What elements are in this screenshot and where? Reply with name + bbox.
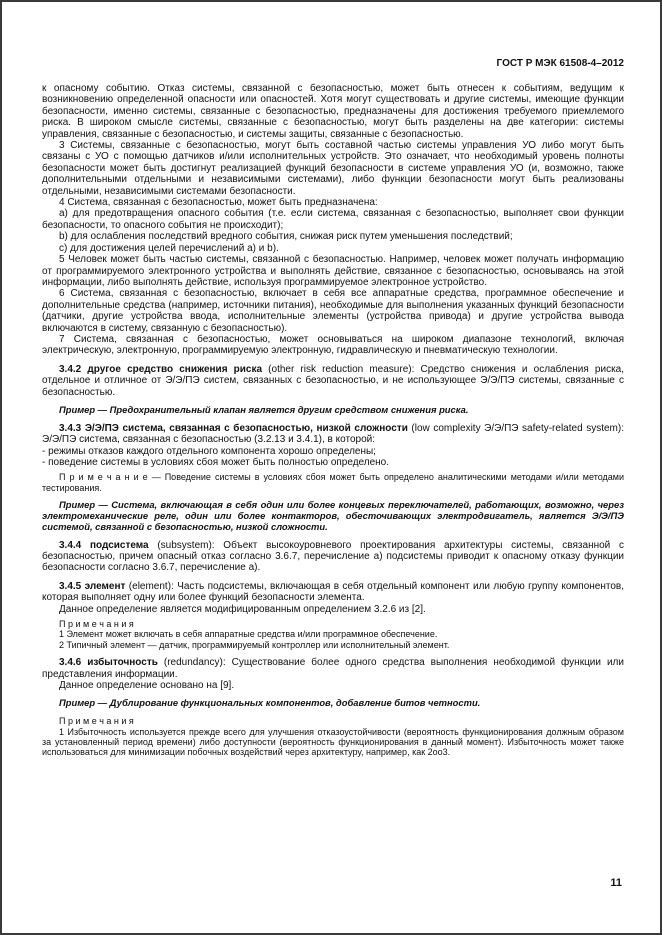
note-3: 3 Системы, связанные с безопасностью, могут быть составной частью системы управления УО либо могут быть связаны с УО с помощью датчиков и/или исполнительных устройств. Это означает, что необходимый уровень полноты безопасности может быть достигнут реализацией функций безопасности в системе управления УО (и, возможно, также дополнительными отдельными и независимыми системами), либо функции безопасности могут быть реализованы отдельными, независимыми системами безопасности. [42,140,624,197]
term-3-4-3 [42,423,624,446]
term-3-4-5-modified-note: Данное определение является модифицированным определением 3.2.6 из [2]. [59,603,426,615]
note-7: 7 Система, связанная с безопасностью, может основываться на широком диапазоне технологий, включая электрическую, электронную, программируемую электронную, гидравлическую и пневматическую технологии. [42,333,624,357]
note-block-3-4-3: П р и м е ч а н и е — Поведение системы в условиях сбоя может быть определено аналитическими методами и/или методами тестирования. [42,472,624,493]
term-3-4-5 [42,581,624,604]
note-item-element-1: 1 Элемент может включать в себя аппаратные средства и/или программное обеспечение. [59,629,438,640]
doc-code-header: ГОСТ Р МЭК 61508-4–2012 [496,58,624,69]
example-3-4-6: Пример — Дублирование функциональных компонентов, добавление битов четности. [59,697,481,709]
term-3-4-5-definition: (element): Часть подсистемы, включающая в себя отдельный компонент или любую группу компонентов, которая выполняет одну или более функций безопасности элемента. [42,580,624,604]
term-3-4-2 [42,364,624,398]
term-3-4-3-name: 3.4.3 Э/Э/ПЭ система, связанная с безопасностью, низкой сложности [59,422,408,434]
term-3-4-4-name: 3.4.4 подсистема [59,539,149,551]
term-3-4-2-definition: (other risk reduction measure): Средство снижения и ослабления риска, отдельное и отличное от Э/Э/ПЭ систем, связанных с безопасностью, и не использующее Э/Э/ПЭ системы, связанные с безопасностью. [42,363,625,398]
continuation-paragraph: к опасному событию. Отказ системы, связанной с безопасностью, может быть отнесен к событиям, ведущим к возникновению определенной опасности или опасностей. Хотя могут существовать и другие системы, имеющие функции безопасности, именно системы, связанные с безопасностью, предназначены для достижения требуемого приемлемого риска. В широком смысле системы, связанные с безопасностью, могут быть разделены на две категории: системы управления, связанные с безопасностью, и системы защиты, связанные с безопасностью. [42,83,624,140]
list-item-a: а) для предотвращения опасного события (т.е. если система, связанная с безопасностью, выполняет свои функции безопасности, то опасного события не происходит); [42,208,624,231]
term-3-4-5-name: 3.4.5 элемент [59,580,126,592]
list-item-b: b) для ослабления последствий вредного события, снижая риск путем уменьшения последствий; [59,231,513,243]
term-3-4-3-definition: (low complexity Э/Э/ПЭ safety-related system): Э/Э/ПЭ система, связанная с безопасностью (3.2.13 и 3.4.1), в которой: [42,422,624,446]
example-3-4-3: Пример — Система, включающая в себя один или более концевых переключателей, работающих, возможно, через электромеханические реле, один или более контакторов, обесточивающих электродвигатель, является Э/Э/ПЭ системой, связанной с безопасностью, низкой сложности. [42,499,624,532]
term-3-4-2-name: 3.4.2 другое средство снижения риска [59,363,263,375]
term-3-4-3-item-2: - поведение системы в условиях сбоя может быть полностью определено. [42,456,390,468]
term-3-4-4-definition: (subsystem): Объект высокоуровневого проектирования архитектуры системы, связанной с безопасностью, причем опасный отказ согласно 3.6.7, перечисление а) подсистемы приводит к опасному отказу функции безопасности согласно 3.6.7, перечисление а). [42,539,624,574]
term-3-4-6 [42,657,624,680]
note-item-element-2: 2 Типичный элемент — датчик, программируемый контроллер или исполнительный элемент. [59,639,450,650]
note-6: 6 Система, связанная с безопасностью, включает в себя все аппаратные средства, программное обеспечение и дополнительные средства (например, источники питания), необходимые для выполнения указанных функций безопасности (датчики, другие устройства ввода, исполнительные элементы (устройства привода) и другие устройства вывода включаются в систему, связанную с безопасностью). [42,288,624,334]
note-4-intro: 4 Система, связанная с безопасностью, может быть предназначена: [59,197,378,209]
term-3-4-6-name: 3.4.6 избыточность [59,657,158,669]
term-3-4-3-item-1: - режимы отказов каждого отдельного компонента хорошо определены; [42,445,376,457]
term-3-4-4 [42,540,624,574]
page-number: 11 [610,877,622,889]
term-3-4-6-based-note: Данное определение основано на [9]. [59,680,235,692]
example-3-4-2: Пример — Предохранительный клапан является другим средством снижения риска. [59,403,469,415]
notes-heading-1: П р и м е ч а н и я [59,619,134,630]
note-item-redundancy-1: 1 Избыточность используется прежде всего для улучшения отказоустойчивости (вероятность функционирования должным образом за установленный период времени) либо доступности (вероятность функционирования в данный момент). Избыточность может также использоваться для минимизации побочных воздействий через архитектуру, например, как 2оо3. [42,726,624,758]
list-item-c: c) для достижения целей перечислений а) и b). [59,242,279,254]
term-3-4-6-definition: (redundancy): Существование более одного средства выполнения необходимой функции или представления информации. [42,657,624,680]
notes-heading-2: П р и м е ч а н и я [59,716,134,727]
note-5: 5 Человек может быть частью системы, связанной с безопасностью. Например, человек может получать информацию от программируемого электронного устройства и выполнять действие, связанное с безопасностью, основываясь на этой информации, либо выполнять действие, используя программируемое электронное устройство. [42,254,624,288]
